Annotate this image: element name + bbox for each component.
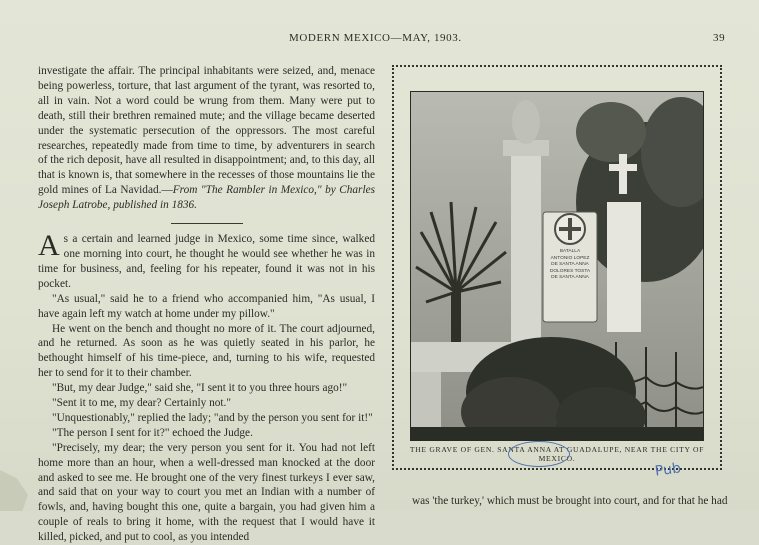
pen-circle-mark xyxy=(508,441,570,467)
inscription-line: ANTONIO LOPEZ xyxy=(550,255,590,261)
story2-first-text: s a certain and learned judge in Mexico, some time since, walked one morning into court, he thought he would see whether he was in time for business, and, feeling for his repeater, found it was not in his pocket. xyxy=(38,233,375,290)
story2-opening xyxy=(38,229,375,292)
story1-text: investigate the affair. The principal inhabitants were seized, and, menace being powerless, torture, that last argument of the tyrant, was resorted to, all in vain. Not a word could be wrung from them. Many were put to death, still their brethren remained mute; and the village became deserted under the systematic persecution of the oppressors. The most careful researches, repeatedly made from time to time, by adventurers in search of the rich deposit, have all resulted in disappointment; and, to this day, all that is known is, that somewhere in the recesses of those mountains lie the gold mines of La Navidad.— xyxy=(38,65,375,197)
paragraph: "Sent it to me, my dear? Certainly not." xyxy=(52,397,231,410)
continuation-line: was 'the turkey,' which must be brought into court, and for that he had xyxy=(412,495,728,507)
grave-photograph xyxy=(410,91,704,441)
inscription-line: BATALLA xyxy=(559,249,581,254)
paragraph: "Precisely, my dear; the very person you sent for it. You had not left home more than an hour, when a well-dressed man knocked at the door and asked to see me. He brought one of the very finest turkeys I ever saw, and said that on your way to court you met an Indian with a number of fowls, and, having bought this one, quite a bargain, you had given him a couple of reals to bring it home, with the request that I would have it killed, picked, and put to cool, as you intended xyxy=(38,441,375,544)
torn-corner xyxy=(0,470,28,511)
figure-caption: THE GRAVE OF GEN. SANTA ANNA AT GUADALUPE, NEAR THE CITY OF MEXICO. xyxy=(409,445,705,463)
section-divider xyxy=(171,223,243,224)
drop-cap: A xyxy=(38,229,60,263)
handwritten-annotation: Pub xyxy=(654,460,682,480)
story1-paragraph xyxy=(38,64,375,213)
paragraph: "As usual," said he to a friend who accompanied him, "As usual, I have again left my watch at home under my pillow." xyxy=(38,292,375,320)
headstone-inscription xyxy=(544,249,596,282)
running-header xyxy=(0,32,759,46)
paragraph: "But, my dear Judge," said she, "I sent it to you three hours ago!" xyxy=(52,382,348,395)
paragraph: "Unquestionably," replied the lady; "and by the person you sent for it!" xyxy=(52,411,373,424)
page-number: 39 xyxy=(713,32,726,44)
figure-frame xyxy=(392,65,722,470)
citation: From "The Rambler in Mexico," by Charles Joseph Latrobe, published in 1836. xyxy=(38,184,375,212)
paragraph: He went on the bench and thought no more of it. The court adjourned, and he returned. As soon as he was quietly seated in his parlor, he bethought himself of his time-piece, and, turning to his wife, requested her to send for it to their chamber. xyxy=(38,322,375,380)
running-title: MODERN MEXICO—MAY, 1903. xyxy=(289,32,462,44)
paragraph: "The person I sent for it?" echoed the Judge. xyxy=(52,426,253,439)
inscription-line: DE SANTA ANNA xyxy=(551,275,589,281)
inscription-line: DOLORES TOSTA xyxy=(549,268,591,274)
inscription-line: DE SANTA ANNA xyxy=(551,262,589,268)
left-text-column xyxy=(38,64,375,545)
